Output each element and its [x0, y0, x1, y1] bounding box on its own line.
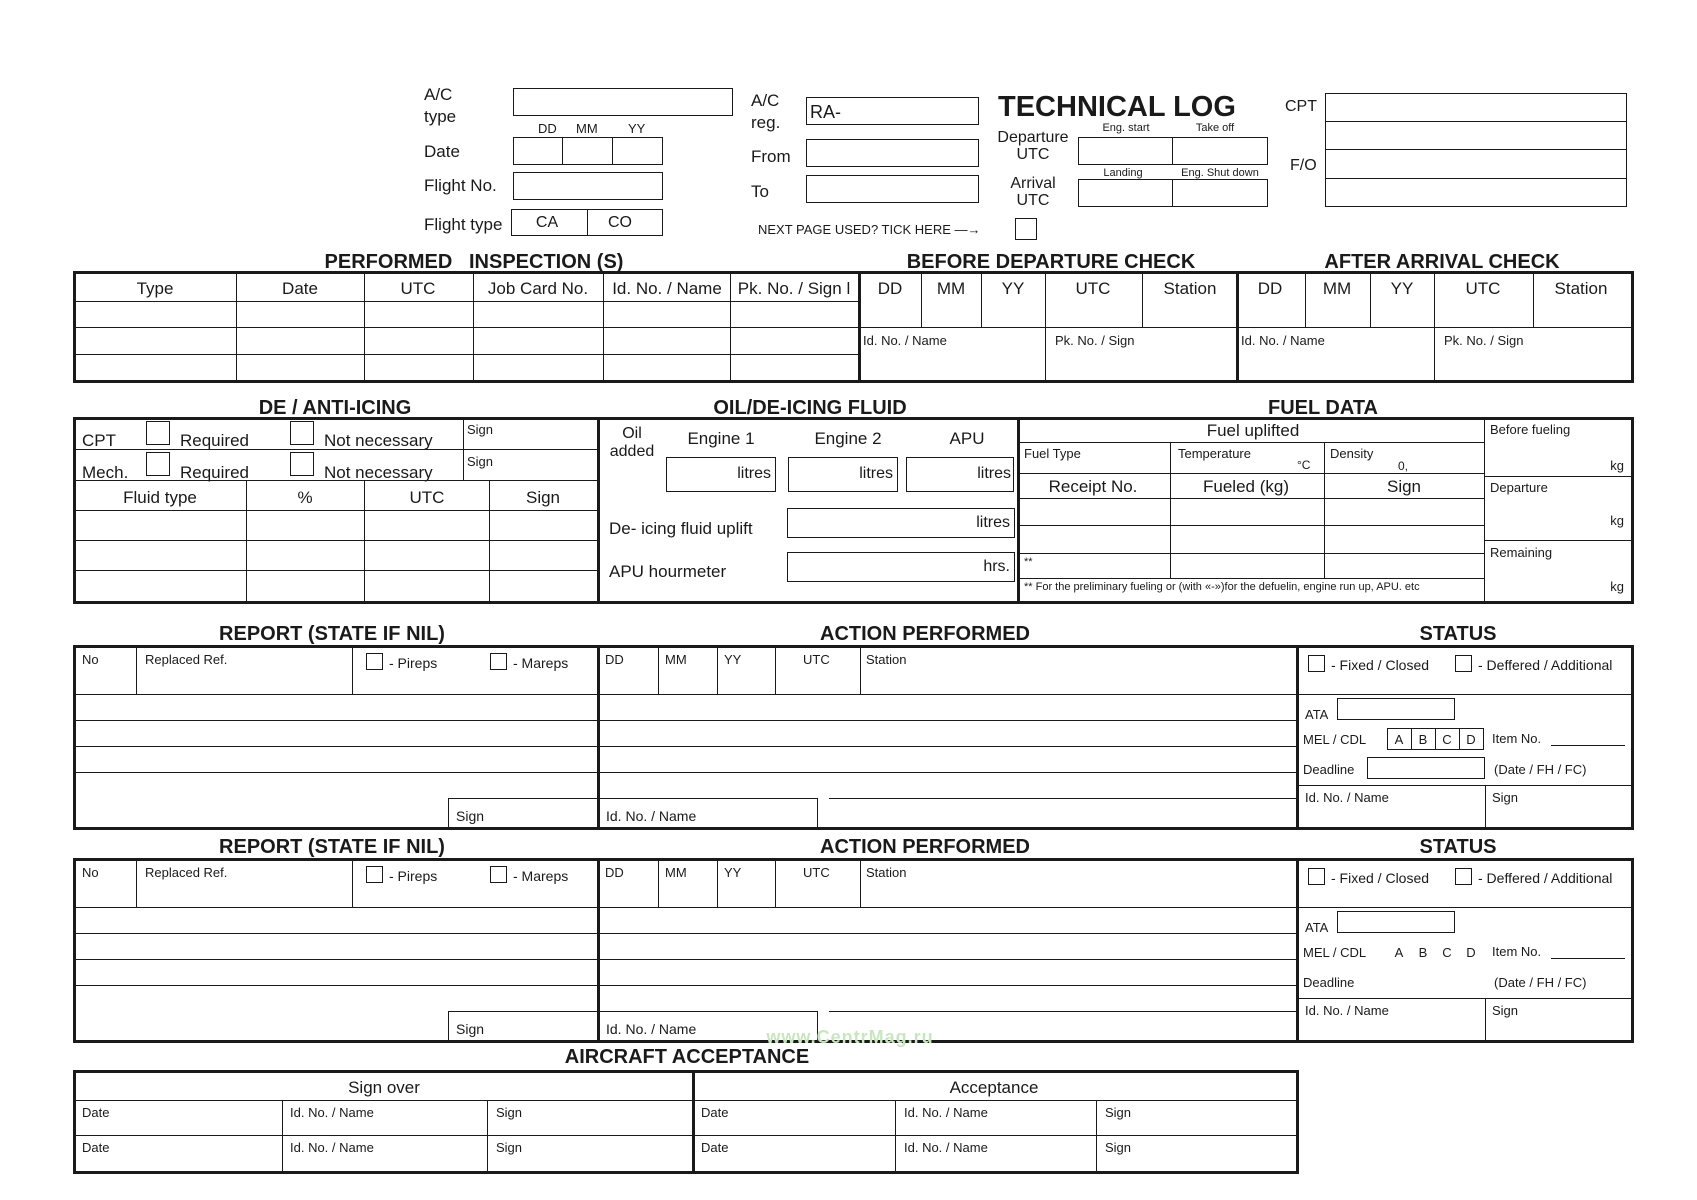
report-replaced-ref-label-2: Replaced Ref. [145, 865, 228, 880]
pireps-label-2: - Pireps [389, 868, 438, 884]
action-dd-label-2: DD [605, 865, 624, 880]
fluid-col-utc: UTC [409, 488, 445, 507]
ata-field-2[interactable] [1337, 911, 1455, 933]
oil-title: OIL/DE-ICING FLUID [713, 397, 907, 419]
mel-a-2: A [1394, 945, 1404, 960]
report-sign-label-1: Sign [456, 808, 485, 824]
fluid-col-percent: % [297, 488, 313, 507]
acc-id-name-2: Id. No. / Name [904, 1140, 988, 1155]
action-title-1: ACTION PERFORMED [820, 623, 1030, 645]
deadline-units-1: (Date / FH / FC) [1494, 762, 1587, 777]
status-title-2: STATUS [1419, 836, 1497, 858]
insp-col-date: Date [282, 279, 318, 298]
acc-id-name-1: Id. No. / Name [904, 1105, 988, 1120]
deadline-label-2: Deadline [1303, 975, 1355, 990]
fixed-closed-label-2: - Fixed / Closed [1331, 870, 1430, 886]
fluid-col-sign: Sign [525, 488, 561, 507]
to-field[interactable] [806, 175, 979, 203]
acc-date-2: Date [701, 1140, 729, 1155]
report-replaced-ref-label-1: Replaced Ref. [145, 652, 228, 667]
insp-col-type: Type [136, 279, 174, 298]
ac-type-label: A/C type [424, 85, 457, 127]
mel-b-2: B [1418, 945, 1428, 960]
bd-col-mm: MM [936, 279, 966, 298]
action-dd-label-1: DD [605, 652, 624, 667]
action-mm-label-1: MM [665, 652, 687, 667]
oil-apu-unit: litres [977, 465, 1011, 482]
flight-type-co: CO [608, 214, 632, 231]
cpt-not-necessary-label: Not necessary [324, 431, 433, 450]
ata-label-2: ATA [1305, 920, 1329, 935]
aa-col-dd: DD [1257, 279, 1283, 298]
before-fueling-kg: kg [1610, 458, 1624, 473]
status-id-name-label-1: Id. No. / Name [1305, 790, 1389, 805]
so-id-name-2: Id. No. / Name [290, 1140, 374, 1155]
item-no-label-1: Item No. [1492, 731, 1542, 746]
deadline-field-1[interactable] [1367, 757, 1485, 779]
insp-col-pk-sign: Pk. No. / Sign l [737, 279, 851, 298]
pireps-checkbox-1[interactable] [366, 653, 383, 670]
status-id-name-label-2: Id. No. / Name [1305, 1003, 1389, 1018]
arrival-utc-field[interactable] [1078, 179, 1268, 207]
ata-field-1[interactable] [1337, 698, 1455, 720]
report-no-label-2: No [82, 865, 99, 880]
flight-type-label: Flight type [424, 215, 503, 234]
bd-col-yy: YY [1001, 279, 1025, 298]
mareps-label-2: - Mareps [513, 868, 569, 884]
page-title: TECHNICAL LOG [998, 91, 1236, 123]
mel-cdl-label-1: MEL / CDL [1303, 732, 1367, 747]
date-label: Date [424, 142, 460, 161]
date-dd-label: DD [538, 121, 557, 136]
ac-type-field[interactable] [513, 88, 733, 116]
fuel-density-zero: 0, [1398, 459, 1409, 473]
pireps-checkbox-2[interactable] [366, 866, 383, 883]
bd-id-name-label: Id. No. / Name [863, 333, 947, 348]
before-fueling-label: Before fueling [1490, 422, 1571, 437]
action-utc-label-1: UTC [803, 652, 830, 667]
fuel-star: ** [1024, 556, 1033, 568]
mel-b-1: B [1418, 732, 1428, 747]
next-page-checkbox[interactable] [1015, 218, 1037, 240]
so-date-1: Date [82, 1105, 110, 1120]
aa-id-name-label: Id. No. / Name [1241, 333, 1325, 348]
apu-hourmeter-label: APU hourmeter [609, 562, 727, 581]
action-mm-label-2: MM [665, 865, 687, 880]
deadline-label-1: Deadline [1303, 762, 1355, 777]
mech-sign-label: Sign [467, 454, 494, 469]
remaining-fuel-kg: kg [1610, 579, 1624, 594]
fuel-fueled-kg-label: Fueled (kg) [1203, 477, 1289, 496]
fuel-density-label: Density [1330, 446, 1374, 461]
flight-no-field[interactable] [513, 172, 663, 200]
action-station-label-1: Station [866, 652, 907, 667]
oil-engine1-unit: litres [737, 465, 771, 482]
so-id-name-1: Id. No. / Name [290, 1105, 374, 1120]
deicing-uplift-label: De- icing fluid uplift [609, 519, 753, 538]
arrival-utc-label: Arrival UTC [1010, 175, 1056, 209]
bd-pk-sign-label: Pk. No. / Sign [1055, 333, 1135, 348]
mareps-label-1: - Mareps [513, 655, 569, 671]
departure-fuel-kg: kg [1610, 513, 1624, 528]
deffered-label-1: - Deffered / Additional [1478, 657, 1613, 673]
mel-d-2: D [1466, 945, 1476, 960]
oil-engine1-label: Engine 1 [687, 429, 755, 448]
action-id-name-label-2: Id. No. / Name [606, 1021, 697, 1037]
so-sign-1: Sign [496, 1105, 523, 1120]
acceptance-title: AIRCRAFT ACCEPTANCE [564, 1046, 810, 1068]
to-label: To [751, 182, 769, 201]
insp-col-id-name: Id. No. / Name [612, 279, 722, 298]
mel-d-1: D [1466, 732, 1476, 747]
aa-col-utc: UTC [1465, 279, 1501, 298]
report-title-1: REPORT (STATE IF NIL) [219, 623, 445, 645]
from-label: From [751, 147, 791, 166]
fuel-note: ** For the preliminary fueling or (with «-»)for the defuelin, engine run up, APU. etc [1024, 581, 1420, 593]
fuel-deg-c: °C [1297, 458, 1311, 472]
before-departure-title: BEFORE DEPARTURE CHECK [906, 251, 1196, 273]
insp-col-utc: UTC [400, 279, 436, 298]
status-sign-label-2: Sign [1492, 1003, 1519, 1018]
aa-col-station: Station [1554, 279, 1608, 298]
report-no-label-1: No [82, 652, 99, 667]
oil-engine2-unit: litres [859, 465, 893, 482]
sign-over-label: Sign over [348, 1078, 420, 1097]
mel-cdl-label-2: MEL / CDL [1303, 945, 1367, 960]
date-mm-label: MM [576, 121, 598, 136]
cpt-required-label: Required [180, 431, 249, 450]
ac-reg-label: A/C reg. [751, 91, 781, 133]
action-title-2: ACTION PERFORMED [820, 836, 1030, 858]
eng-start-label: Eng. start [1102, 122, 1150, 134]
fuel-receipt-no-label: Receipt No. [1048, 477, 1138, 496]
fuel-uplifted-label: Fuel uplifted [1206, 421, 1300, 440]
deicing-title: DE / ANTI-ICING [258, 397, 412, 419]
mareps-checkbox-2[interactable] [490, 866, 507, 883]
fluid-col-type: Fluid type [123, 488, 197, 507]
departure-utc-label: Departure UTC [997, 129, 1069, 163]
so-sign-2: Sign [496, 1140, 523, 1155]
oil-apu-label: APU [949, 429, 985, 448]
deffered-checkbox-2[interactable] [1455, 868, 1472, 885]
watermark: www.CentrMag.ru [766, 1027, 934, 1047]
mareps-checkbox-1[interactable] [490, 653, 507, 670]
action-yy-label-1: YY [724, 652, 742, 667]
deffered-label-2: - Deffered / Additional [1478, 870, 1613, 886]
ata-label-1: ATA [1305, 707, 1329, 722]
cpt-not-necessary-checkbox[interactable] [290, 421, 314, 445]
action-id-name-label-1: Id. No. / Name [606, 808, 697, 824]
fuel-title: FUEL DATA [1268, 397, 1378, 419]
fixed-closed-checkbox-2[interactable] [1308, 868, 1325, 885]
ac-reg-value: RA- [810, 102, 841, 122]
mel-a-1: A [1394, 732, 1404, 747]
fuel-temperature-label: Temperature [1178, 446, 1251, 461]
eng-shut-down-label: Eng. Shut down [1181, 167, 1259, 179]
deicing-uplift-unit: litres [976, 514, 1010, 531]
mech-required-label: Required [180, 463, 249, 482]
action-utc-label-2: UTC [803, 865, 830, 880]
aa-pk-sign-label: Pk. No. / Sign [1444, 333, 1524, 348]
insp-col-job-card: Job Card No. [487, 279, 589, 298]
aa-col-mm: MM [1322, 279, 1352, 298]
from-field[interactable] [806, 139, 979, 167]
fixed-closed-label-1: - Fixed / Closed [1331, 657, 1430, 673]
fuel-type-label: Fuel Type [1024, 446, 1081, 461]
deadline-units-2: (Date / FH / FC) [1494, 975, 1587, 990]
cpt-sign-label: Sign [467, 422, 494, 437]
after-arrival-title: AFTER ARRIVAL CHECK [1324, 251, 1560, 273]
acceptance-frame [73, 1070, 1299, 1174]
take-off-label: Take off [1195, 122, 1235, 134]
status-sign-label-1: Sign [1492, 790, 1519, 805]
cpt-label: CPT [1285, 98, 1317, 115]
acc-sign-2: Sign [1105, 1140, 1132, 1155]
fixed-closed-checkbox-1[interactable] [1308, 655, 1325, 672]
remaining-fuel-label: Remaining [1490, 545, 1553, 560]
so-date-2: Date [82, 1140, 110, 1155]
deicing-cpt-label: CPT [82, 431, 116, 450]
acceptance-label: Acceptance [949, 1078, 1039, 1097]
report-title-2: REPORT (STATE IF NIL) [219, 836, 445, 858]
oil-added-label: Oil added [609, 425, 655, 460]
bd-col-dd: DD [877, 279, 903, 298]
status-title-1: STATUS [1419, 623, 1497, 645]
mel-c-1: C [1442, 732, 1452, 747]
item-no-label-2: Item No. [1492, 944, 1542, 959]
pireps-label-1: - Pireps [389, 655, 438, 671]
action-yy-label-2: YY [724, 865, 742, 880]
departure-utc-field[interactable] [1078, 137, 1268, 165]
bd-col-utc: UTC [1075, 279, 1111, 298]
acc-date-1: Date [701, 1105, 729, 1120]
deicing-mech-label: Mech. [82, 463, 129, 482]
fo-label: F/O [1290, 157, 1317, 174]
report-sign-label-2: Sign [456, 1021, 485, 1037]
acc-sign-1: Sign [1105, 1105, 1132, 1120]
fuel-sign-label: Sign [1386, 477, 1422, 496]
flight-type-ca: CA [535, 214, 559, 231]
aa-col-yy: YY [1390, 279, 1414, 298]
apu-hourmeter-unit: hrs. [983, 558, 1010, 575]
mech-not-necessary-label: Not necessary [324, 463, 433, 482]
mel-c-2: C [1442, 945, 1452, 960]
next-page-label: NEXT PAGE USED? TICK HERE —→ [758, 222, 981, 237]
cpt-required-checkbox[interactable] [146, 421, 170, 445]
date-yy-label: YY [628, 121, 646, 136]
mech-not-necessary-checkbox[interactable] [290, 452, 314, 476]
mech-required-checkbox[interactable] [146, 452, 170, 476]
bd-col-station: Station [1163, 279, 1217, 298]
date-field[interactable] [513, 137, 663, 165]
deffered-checkbox-1[interactable] [1455, 655, 1472, 672]
action-station-label-2: Station [866, 865, 907, 880]
crew-field[interactable] [1325, 93, 1627, 207]
inspection-title: PERFORMED INSPECTION (S) [324, 251, 624, 273]
departure-fuel-label: Departure [1490, 480, 1548, 495]
oil-engine2-label: Engine 2 [814, 429, 882, 448]
apu-hourmeter-field[interactable] [787, 552, 1015, 582]
landing-label: Landing [1103, 167, 1143, 179]
flight-no-label: Flight No. [424, 176, 497, 195]
